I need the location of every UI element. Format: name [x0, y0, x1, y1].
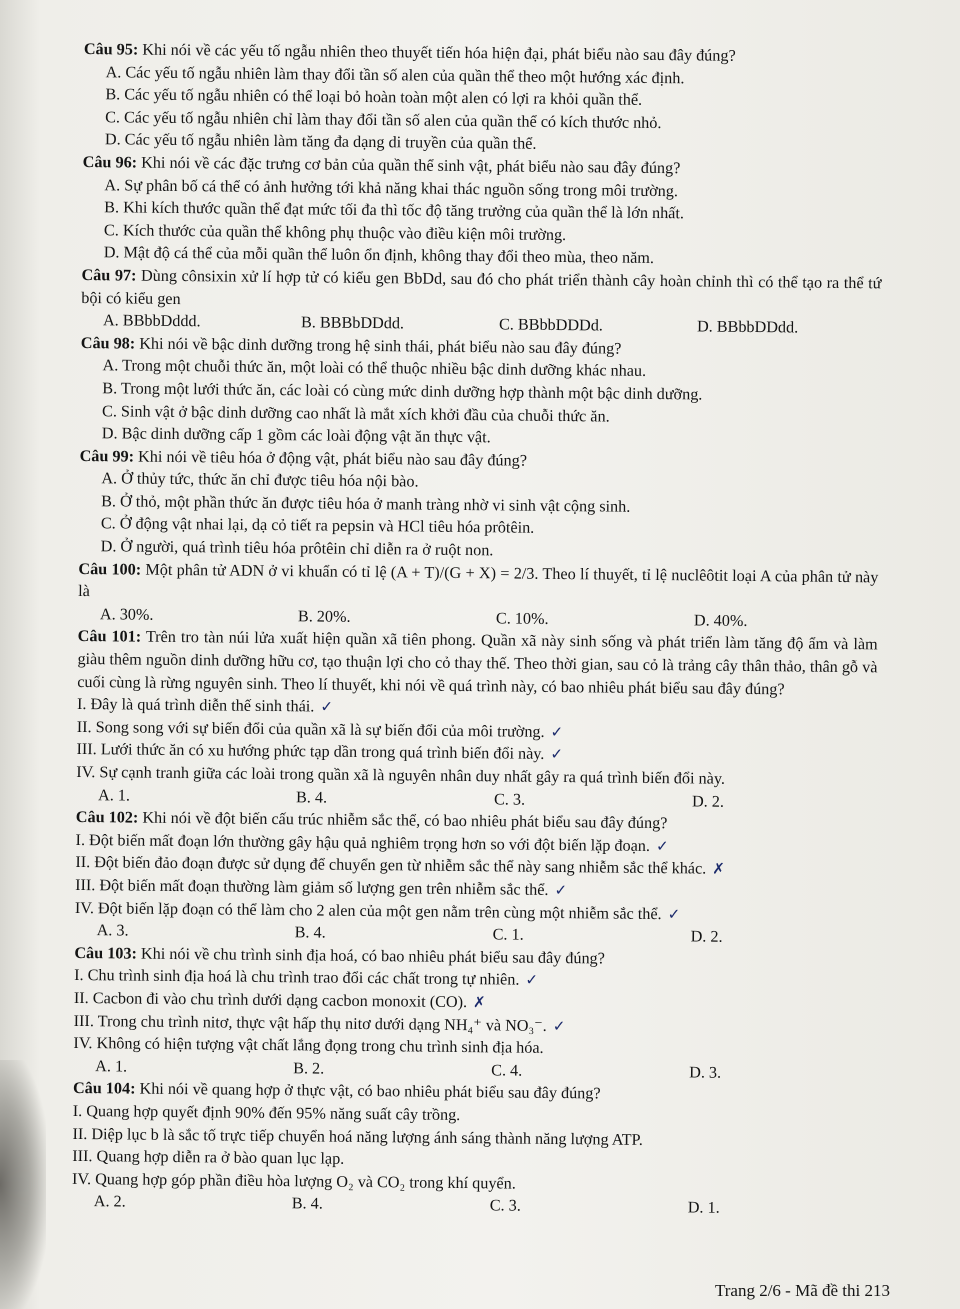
question-text: Khi nói về các yếu tố ngẫu nhiên theo thuyết tiến hóa hiện đại, phát biểu nào sau đây đúng?	[138, 40, 736, 65]
question-text: Khi nói về đột biến cấu trúc nhiễm sắc thể, có bao nhiêu phát biểu sau đây đúng?	[138, 808, 668, 833]
answer-choice: C. BBbbDDDd.	[498, 315, 604, 335]
answer-option: C. Các yếu tố ngẫu nhiên chỉ làm thay đổi tần số alen của quần thể có kích thước nhỏ.	[105, 108, 662, 132]
question-block	[83, 38, 884, 159]
statement-text: I. Đây là quá trình diễn thế sinh thái.	[76, 695, 315, 716]
answer-option: B. Các yếu tố ngẫu nhiên có thể loại bỏ hoàn toàn một alen có lợi ra khỏi quần thể.	[105, 85, 643, 110]
question-block	[76, 625, 878, 814]
question-number: Câu 95:	[83, 39, 139, 59]
answer-choice: C. 3.	[489, 1196, 521, 1215]
answer-option: A. Trong một chuỗi thức ăn, một loài có thể thuộc nhiều bậc dinh dưỡng khác nhau.	[102, 356, 647, 381]
question-list	[72, 38, 884, 1221]
handwritten-mark: ✗	[712, 860, 725, 879]
question-number: Câu 97:	[81, 265, 137, 285]
answer-choice: A. 2.	[93, 1192, 126, 1211]
question-text: Khi nói về bậc dinh dưỡng trong hệ sinh thái, phát biểu nào sau đây đúng?	[135, 334, 622, 358]
handwritten-mark: ✓	[655, 836, 669, 855]
answer-choice: C. 10%.	[495, 609, 549, 628]
question-block	[78, 558, 879, 634]
question-block	[80, 332, 881, 453]
answer-choice: A. 1.	[95, 1056, 128, 1076]
question-number: Câu 104:	[72, 1079, 136, 1098]
page-footer: Trang 2/6 - Mã đề thi 213	[714, 1281, 890, 1300]
answer-choice: D. 2.	[691, 792, 725, 811]
answer-choice: D. 40%.	[693, 611, 748, 630]
answer-option: D. Ở người, quá trình tiêu hóa prôtêin chỉ diễn ra ở ruột non.	[100, 537, 494, 560]
statement-text: IV. Sự cạnh tranh giữa các loài trong quần xã là nguyên nhân duy nhất gây ra quá trình biến đổi này.	[76, 762, 726, 788]
answer-choice: A. 1.	[97, 785, 131, 805]
statement-text: II. Diệp lục b là sắc tố trực tiếp chuyển hoá năng lượng ánh sáng thành năng lượng ATP.	[72, 1124, 643, 1149]
statement-text: II. Cacbon đi vào chu trình dưới dạng cacbon monoxit (CO).	[73, 988, 468, 1012]
answer-choice: C. 3.	[493, 789, 526, 809]
question-number: Câu 103:	[74, 943, 138, 963]
handwritten-mark: ✓	[550, 745, 564, 764]
answer-choice: B. 2.	[293, 1058, 325, 1078]
handwritten-mark: ✓	[554, 880, 568, 900]
answer-option: B. Trong một lưới thức ăn, các loài có cùng mức dinh dưỡng hợp thành một bậc dinh dưỡng.	[102, 379, 703, 404]
question-text: Khi nói về quang hợp ở thực vật, có bao nhiêu phát biểu sau đây đúng?	[135, 1079, 601, 1103]
question-number: Câu 99:	[79, 446, 135, 466]
answer-choice: B. 20%.	[297, 607, 351, 626]
question-number: Câu 96:	[82, 152, 138, 172]
answer-choice: B. BBBbDDdd.	[300, 313, 405, 333]
answer-choice: C. 1.	[492, 925, 524, 944]
statement-text: III. Lưới thức ăn có xu hướng phức tạp dần trong quá trình biến đổi này.	[76, 740, 545, 764]
answer-choice: B. 4.	[291, 1194, 323, 1213]
question-block	[75, 806, 876, 950]
handwritten-mark: ✓	[552, 1016, 566, 1035]
handwritten-mark: ✗	[472, 993, 486, 1012]
question-block	[81, 264, 882, 340]
answer-option: D. Mật độ cá thể của mỗi quần thể luôn ổn định, không thay đổi theo mùa, theo năm.	[103, 243, 655, 268]
statement-text: IV. Quang hợp góp phần điều hòa lượng O₂ và CO₂ trong khí quyển.	[71, 1169, 516, 1193]
answer-choice: D. 3.	[689, 1063, 722, 1082]
question-text: Khi nói về các đặc trưng cơ bản của quần thể sinh vật, phát biểu nào sau đây đúng?	[137, 153, 681, 178]
question-number: Câu 100:	[78, 559, 142, 579]
answer-option: A. Ở thủy tức, thức ăn chỉ được tiêu hóa nội bào.	[101, 469, 419, 491]
question-text: Khi nói về chu trình sinh địa hoá, có bao nhiêu phát biểu sau đây đúng?	[136, 944, 605, 968]
question-text: Dùng cônsixin xử lí hợp tử có kiểu gen BbDd, sau đó cho phát triển thành cây hoàn chỉnh thì có thể tạo ra thể tứ bội có kiểu gen	[81, 266, 882, 308]
statement-text: II. Đột biến đảo đoạn được sử dụng để chuyển gen từ nhiễm sắc thể này sang nhiễm sắc thể khác.	[75, 853, 707, 878]
answer-choice: A. 3.	[96, 921, 129, 940]
statement-text: I. Quang hợp quyết định 90% đến 95% năng suất cây trồng.	[72, 1101, 461, 1124]
question-block	[82, 151, 883, 272]
answer-choice: D. 2.	[690, 927, 723, 946]
answer-option: A. Sự phân bố cá thể có ảnh hưởng tới khả năng khai thác nguồn sống trong môi trường.	[104, 175, 679, 200]
answer-choice: C. 4.	[491, 1061, 523, 1080]
statement-text: II. Song song với sự biến đổi của quần xã là sự biến đổi của môi trường.	[76, 717, 545, 741]
answer-choice: B. 4.	[295, 787, 328, 807]
thumb-shadow	[0, 1060, 46, 1309]
question-block	[72, 1077, 873, 1221]
handwritten-mark: ✓	[667, 904, 681, 923]
statement-text: III. Trong chu trình nitơ, thực vật hấp thụ nitơ dưới dạng NH₄⁺ và NO₃⁻.	[73, 1011, 547, 1035]
answer-option: C. Ở động vật nhai lại, dạ cỏ tiết ra pepsin và HCl tiêu hóa prôtêin.	[100, 514, 535, 538]
answer-option: D. Bậc dinh dưỡng cấp 1 gồm các loài động vật ăn thực vật.	[101, 424, 491, 447]
question-block	[73, 942, 874, 1086]
question-text: Khi nói về tiêu hóa ở động vật, phát biểu nào sau đây đúng?	[133, 447, 528, 470]
answer-choice: B. 4.	[294, 923, 326, 942]
answer-option: B. Ở thỏ, một phần thức ăn được tiêu hóa ở manh tràng nhờ vi sinh vật cộng sinh.	[101, 492, 631, 516]
answer-option: B. Khi kích thước quần thể đạt mức tối đa thì tốc độ tăng trưởng của quần thể là lớn nhất.	[104, 198, 685, 223]
statement-text: I. Đột biến mất đoạn lớn thường gây hậu quả nghiêm trọng hơn so với đột biến lặp đoạn.	[75, 830, 651, 855]
question-block	[79, 445, 880, 566]
statement-text: IV. Không có hiện tượng vật chất lắng đọng trong chu trình sinh địa hóa.	[73, 1034, 544, 1057]
answer-choice: A. BBbbDddd.	[102, 311, 201, 331]
answer-choice: D. 1.	[687, 1198, 720, 1218]
handwritten-mark: ✓	[550, 722, 564, 741]
statement-text: I. Chu trình sinh địa hoá là chu trình trao đổi các chất trong tự nhiên.	[74, 966, 520, 989]
answer-choice: D. BBbbDDdd.	[696, 317, 799, 337]
answer-option: C. Kích thước của quần thể không phụ thuộc vào điều kiện môi trường.	[103, 220, 567, 244]
statement-text: IV. Đột biến lặp đoạn có thể làm cho 2 alen của một gen nằm trên cùng một nhiễm sắc thể.	[74, 898, 662, 923]
question-text: Trên tro tàn núi lửa xuất hiện quần xã tiên phong. Quần xã này sinh sống và phát triển làm tăng độ ẩm và làm giàu thêm nguồn dinh dưỡng hữu cơ, tạo thuận lợi cho cỏ thay thế. Theo thời gian, sau cỏ là trảng cây thân thảo, thân gỗ và cuối cùng là rừng nguyên sinh. Theo lí thuyết, khi nói về quá trình này, có bao nhiêu phát biểu sau đây đúng?	[77, 628, 878, 698]
question-number: Câu 101:	[77, 627, 142, 647]
statement-text: III. Đột biến mất đoạn thường làm giảm số lượng gen trên nhiễm sắc thể.	[75, 875, 549, 899]
answer-option: A. Các yếu tố ngẫu nhiên làm thay đổi tần số alen của quần thể theo một hướng xác định.	[105, 62, 685, 87]
answer-choice: A. 30%.	[99, 605, 154, 624]
question-text: Một phân tử ADN ở vi khuẩn có tỉ lệ (A + T)/(G + X) = 2/3. Theo lí thuyết, tỉ lệ nuclêôtit loại A của phân tử này là	[78, 560, 879, 601]
handwritten-mark: ✓	[320, 697, 334, 716]
handwritten-mark: ✓	[525, 971, 539, 990]
question-number: Câu 102:	[75, 808, 139, 827]
question-stem	[77, 625, 878, 701]
answer-option: D. Các yếu tố ngẫu nhiên làm tăng đa dạng di truyền của quần thể.	[104, 130, 537, 154]
question-number: Câu 98:	[80, 333, 136, 353]
statement-text: III. Quang hợp diễn ra ở bào quan lục lạp.	[72, 1147, 345, 1168]
answer-option: C. Sinh vật ở bậc dinh dưỡng cao nhất là mắt xích khởi đầu của chuỗi thức ăn.	[102, 401, 610, 426]
